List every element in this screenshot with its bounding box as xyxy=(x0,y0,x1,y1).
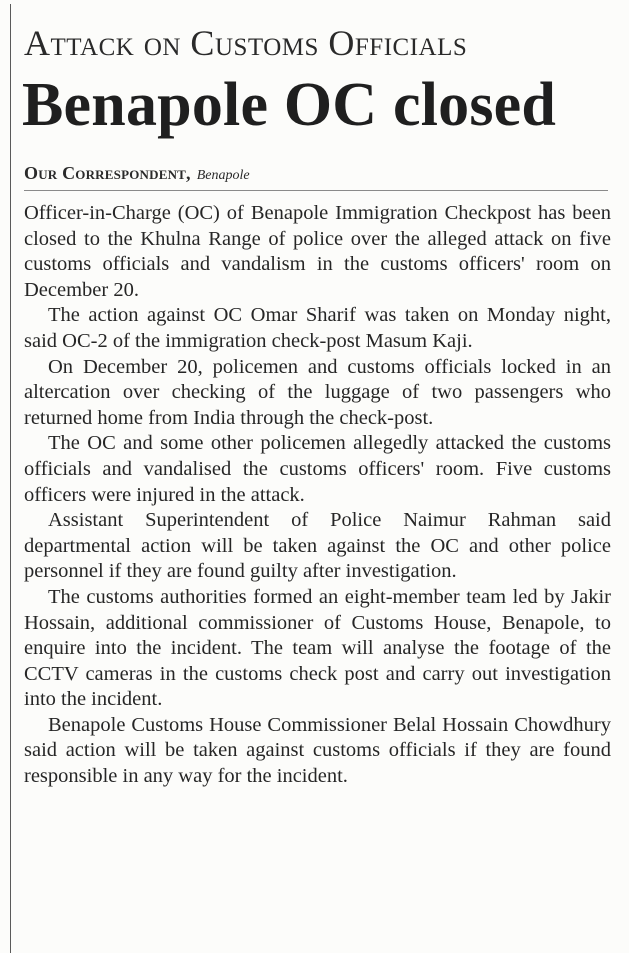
byline-author: Our Correspondent, xyxy=(24,163,191,183)
byline-divider xyxy=(24,190,608,191)
paragraph: Assistant Superintendent of Police Naimur Rahman said departmental action will be taken against the OC and other police personnel if they are found guilty after investigation. xyxy=(24,509,611,583)
paragraph: Officer-in-Charge (OC) of Benapole Immigration Checkpost has been closed to the Khulna Range of police over the alleged attack on five customs officials and vandalism in the customs officers' room on December 20. xyxy=(24,202,611,301)
byline xyxy=(24,163,250,184)
column-rule xyxy=(10,4,11,953)
paragraph: The customs authorities formed an eight-member team led by Jakir Hossain, additional commissioner of Customs House, Benapole, to enquire into the incident. The team will analyse the footage of the CCTV cameras in the customs check post and carry out investigation into the incident. xyxy=(24,585,611,711)
paragraph: The action against OC Omar Sharif was taken on Monday night, said OC-2 of the immigration check-post Masum Kaji. xyxy=(24,304,611,352)
paragraph: On December 20, policemen and customs officials locked in an altercation over checking of the luggage of two passengers who returned home from India through the check-post. xyxy=(24,355,611,429)
byline-place: Benapole xyxy=(196,168,250,183)
article-body xyxy=(24,201,611,790)
kicker: Attack on Customs Officials xyxy=(24,23,468,63)
paragraph: The OC and some other policemen allegedly attacked the customs officials and vandalised the customs officers' room. Five customs officers were injured in the attack. xyxy=(24,432,611,506)
headline: Benapole OC closed xyxy=(22,71,557,139)
paragraph: Benapole Customs House Commissioner Belal Hossain Chowdhury said action will be taken against customs officials if they are found responsible in any way for the incident. xyxy=(24,713,611,788)
